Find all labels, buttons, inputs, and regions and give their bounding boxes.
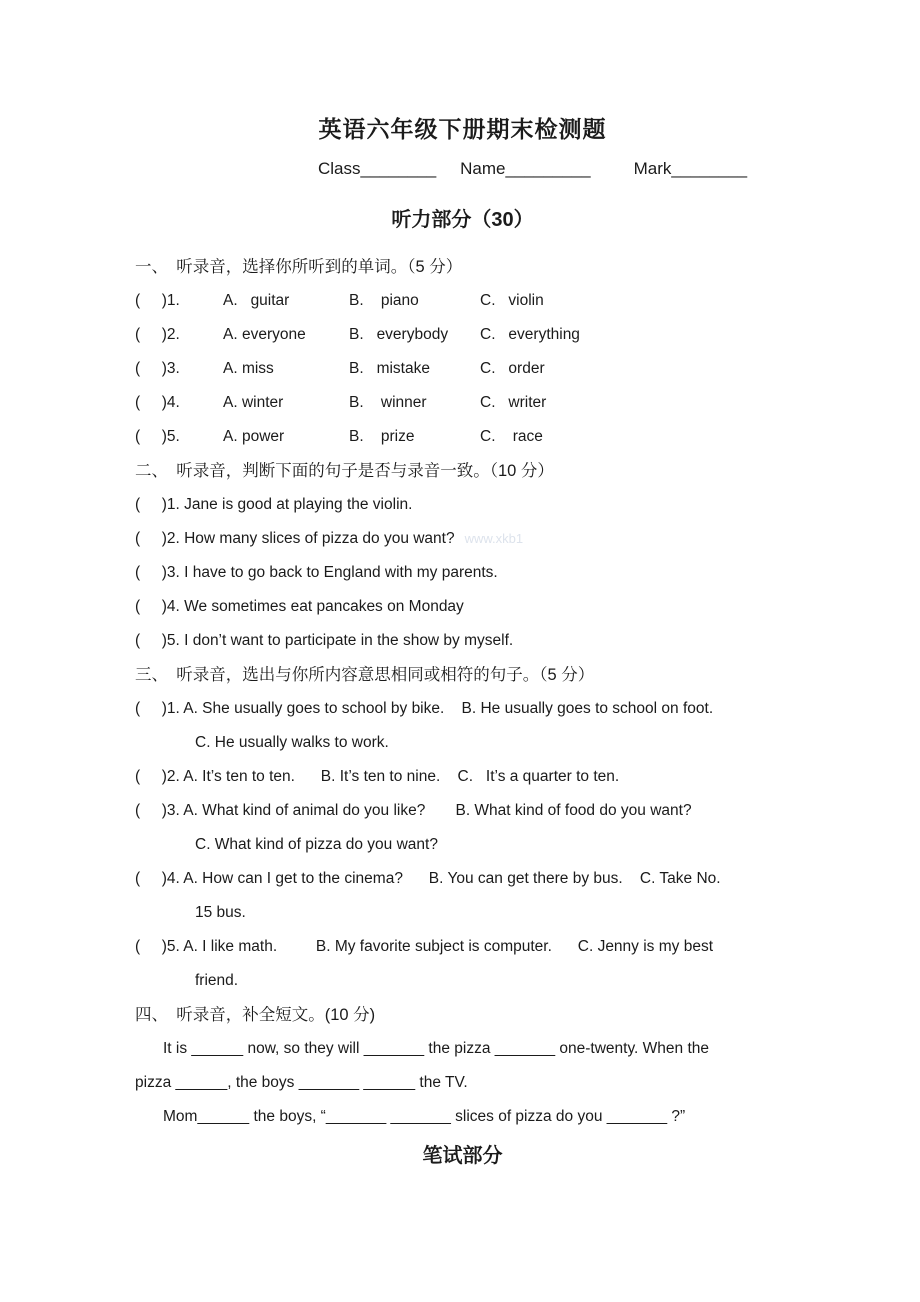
section1-row [135, 352, 790, 386]
section3-row: ( )1. A. She usually goes to school by bike. B. He usually goes to school on foot. [135, 700, 714, 717]
section1-row [135, 318, 790, 352]
section3-row-continuation: C. What kind of pizza do you want? [195, 836, 438, 853]
section1-row [135, 386, 790, 420]
page-title: 英语六年级下册期末检测题 [318, 116, 607, 142]
cloze-paragraph-line: pizza ______, the boys _______ ______ the TV. [135, 1074, 468, 1091]
listening-part-heading: 听力部分（30） [391, 209, 534, 231]
header-fields [318, 152, 790, 186]
section3-heading: 三、 听录音，选出与你所内容意思相同或相符的句子。（5 分） [135, 666, 595, 684]
option-a: A. winter [223, 394, 284, 411]
section3-row-continuation: 15 bus. [195, 904, 246, 921]
section1-row [135, 420, 790, 454]
option-b: B. mistake [349, 360, 430, 377]
option-a: A. power [223, 428, 285, 445]
class-field: Class________ [318, 159, 437, 178]
answer-bracket: ( )2. [135, 326, 180, 343]
section3-row-continuation: C. He usually walks to work. [195, 734, 389, 751]
option-b: B. winner [349, 394, 427, 411]
option-a: A. everyone [223, 326, 306, 343]
name-field: Name_________ [460, 159, 591, 178]
section2-row: ( )1. Jane is good at playing the violin. [135, 496, 413, 513]
answer-bracket: ( )1. [135, 292, 180, 309]
section2-row: ( )5. I don’t want to participate in the show by myself. [135, 632, 514, 649]
section2-row: ( )4. We sometimes eat pancakes on Monday [135, 598, 464, 615]
section3-row: ( )5. A. I like math. B. My favorite subject is computer. C. Jenny is my best [135, 938, 713, 955]
option-c: C. violin [480, 292, 544, 309]
option-c: C. writer [480, 394, 547, 411]
section1-heading: 一、 听录音，选择你所听到的单词。（5 分） [135, 258, 463, 276]
option-b: B. prize [349, 428, 415, 445]
section3-row: ( )4. A. How can I get to the cinema? B. You can get there by bus. C. Take No. [135, 870, 721, 887]
written-part-heading: 笔试部分 [422, 1145, 503, 1167]
section3-row: ( )2. A. It’s ten to ten. B. It’s ten to nine. C. It’s a quarter to ten. [135, 768, 620, 785]
cloze-paragraph-line: Mom______ the boys, “_______ _______ slices of pizza do you _______ ?” [163, 1108, 686, 1125]
option-c: C. race [480, 428, 543, 445]
option-a: A. miss [223, 360, 274, 377]
section3-row-continuation: friend. [195, 972, 239, 989]
answer-bracket: ( )3. [135, 360, 180, 377]
mark-field: Mark________ [633, 159, 748, 178]
section2-heading: 二、 听录音，判断下面的句子是否与录音一致。（10 分） [135, 462, 554, 480]
section1-row [135, 284, 790, 318]
answer-bracket: ( )5. [135, 428, 180, 445]
option-b: B. everybody [349, 326, 449, 343]
option-a: A. guitar [223, 292, 290, 309]
option-b: B. piano [349, 292, 419, 309]
section3-row: ( )3. A. What kind of animal do you like? B. What kind of food do you want? [135, 802, 692, 819]
watermark-text: www.xkb1 [464, 531, 524, 546]
option-c: C. order [480, 360, 545, 377]
section2-row [135, 522, 790, 556]
section4-heading: 四、 听录音，补全短文。(10 分) [135, 1006, 376, 1024]
answer-bracket: ( )4. [135, 394, 180, 411]
section2-row: ( )3. I have to go back to England with my parents. [135, 564, 498, 581]
option-c: C. everything [480, 326, 580, 343]
cloze-paragraph-line: It is ______ now, so they will _______ the pizza _______ one-twenty. When the [163, 1040, 710, 1057]
section2-row-text: ( )2. How many slices of pizza do you want? [135, 530, 455, 547]
